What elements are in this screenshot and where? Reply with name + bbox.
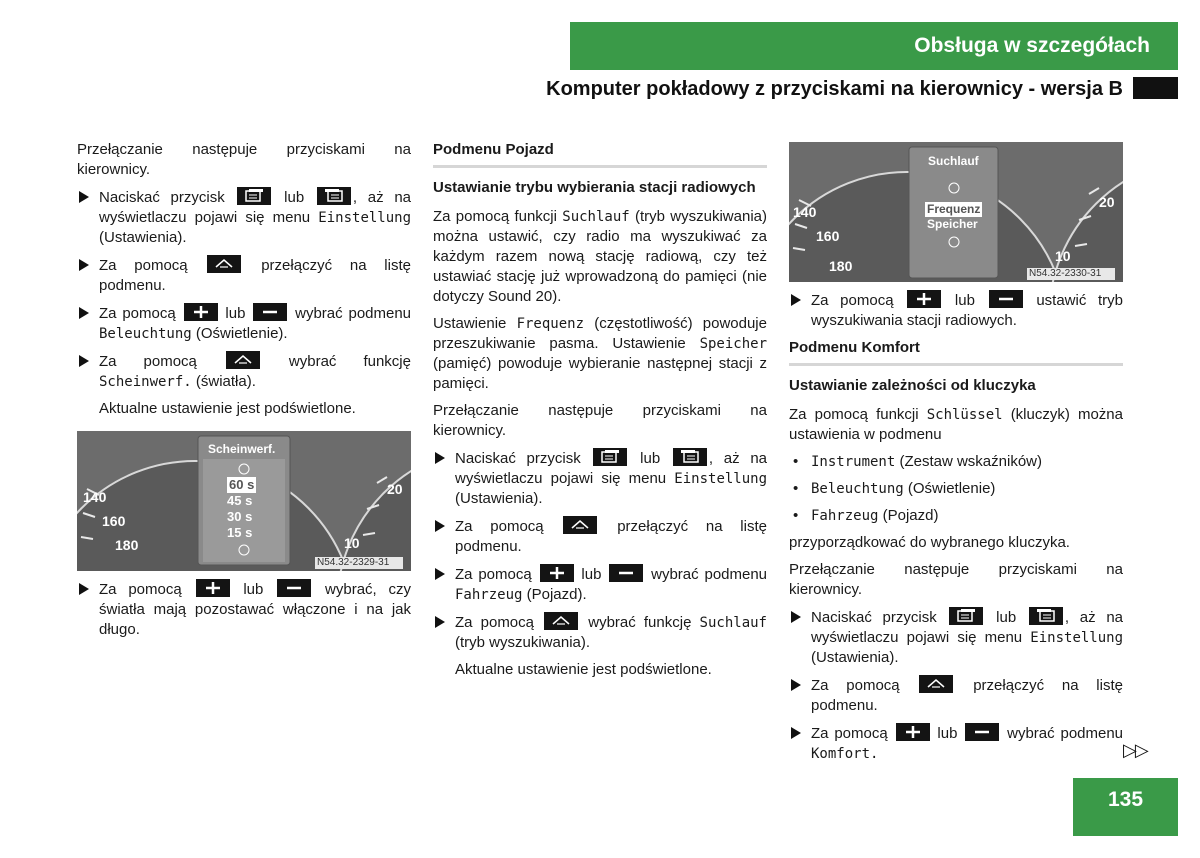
paragraph: Za pomocą funkcji Schlüssel (kluczyk) można ustawienia w podmenu xyxy=(789,406,1123,443)
page-number: 135 xyxy=(1107,788,1144,811)
step-arrow-icon xyxy=(791,611,801,623)
column-1 xyxy=(77,140,411,647)
step-2: Za pomocą przełączyć na listę podmenu. xyxy=(433,516,767,557)
step-1: Naciskać przycisk lub , aż na wyświetlaczu pojawi się menu Einstellung (Ustawienia). xyxy=(77,187,411,248)
plus-key-icon xyxy=(540,564,574,582)
back-key-icon xyxy=(544,612,578,630)
gauge-label: 10 xyxy=(1055,248,1071,264)
section-banner xyxy=(570,22,1178,70)
gauge-label: 160 xyxy=(816,228,840,244)
gauge-label: 140 xyxy=(793,204,817,220)
figure-menu-items: 60 s 45 s 30 s 15 s xyxy=(227,477,255,540)
step-arrow-icon xyxy=(79,259,89,271)
step-3: Za pomocą lub wybrać podmenu Beleuchtung (Oświetlenie). xyxy=(77,303,411,344)
paragraph: przyporządkować do wybranego kluczyka. xyxy=(789,534,1070,551)
figure-menu-title: Scheinwerf. xyxy=(208,442,276,456)
note-text: Aktualne ustawienie jest podświetlone. xyxy=(455,661,712,678)
gauge-label: 20 xyxy=(1099,194,1115,210)
plus-key-icon xyxy=(907,290,941,308)
gauge-label: 160 xyxy=(102,513,126,529)
step-arrow-icon xyxy=(435,568,445,580)
paragraph: Za pomocą funkcji Suchlauf (tryb wyszukiwania) można ustawić, czy radio ma wyszukiwać za każdym razem nową stację radiową, czy też ustawiać stację już wprowadzoną do pamięci (nie dotyczy Sound 20). xyxy=(433,208,767,305)
display-back-key-icon xyxy=(949,607,983,625)
step-arrow-icon xyxy=(791,294,801,306)
minus-key-icon xyxy=(277,579,311,597)
gauge-label: 10 xyxy=(344,535,360,551)
intro-text: Przełączanie następuje przyciskami na kierownicy. xyxy=(77,141,411,178)
submenu-heading: Podmenu Komfort xyxy=(789,338,1123,366)
section-title: Obsługa w szczegółach xyxy=(914,34,1150,57)
step-4: Za pomocą wybrać funkcję Suchlauf (tryb wyszukiwania). xyxy=(433,612,767,653)
instrument-display-figure xyxy=(789,142,1123,282)
step-1: Naciskać przycisk lub , aż na wyświetlaczu pojawi się menu Einstellung (Ustawienia). xyxy=(433,448,767,509)
minus-key-icon xyxy=(965,723,999,741)
submenu-heading: Podmenu Pojazd xyxy=(433,140,767,168)
list-item: • Beleuchtung (Oświetlenie) xyxy=(793,480,996,497)
step-arrow-icon xyxy=(435,616,445,628)
continue-arrows-icon: ▷▷ xyxy=(1123,740,1147,760)
display-forward-key-icon xyxy=(673,448,707,466)
section-heading: Ustawianie zależności od kluczyka xyxy=(789,377,1036,394)
step-arrow-icon xyxy=(79,583,89,595)
paragraph: Ustawienie Frequenz (częstotliwość) powoduje przeszukiwanie pasma. Ustawienie Speicher (pamięć) powoduje wybieranie następnej stacji z pamięci. xyxy=(433,315,768,392)
list-item: • Instrument (Zestaw wskaźników) xyxy=(793,453,1042,470)
step-4: Za pomocą lub wybrać podmenu Komfort. xyxy=(789,723,1123,764)
plus-key-icon xyxy=(896,723,930,741)
column-2 xyxy=(433,140,767,687)
step-3: Za pomocą przełączyć na listę podmenu. xyxy=(789,675,1123,716)
display-forward-key-icon xyxy=(317,187,351,205)
minus-key-icon xyxy=(253,303,287,321)
step-arrow-icon xyxy=(791,679,801,691)
back-key-icon xyxy=(919,675,953,693)
display-back-key-icon xyxy=(237,187,271,205)
page-number-box xyxy=(1073,778,1178,836)
back-key-icon xyxy=(226,351,260,369)
plus-key-icon xyxy=(184,303,218,321)
step-arrow-icon xyxy=(791,727,801,739)
section-heading: Ustawianie trybu wybierania stacji radiowych xyxy=(433,179,756,196)
step-5: Za pomocą lub wybrać, czy światła mają pozostawać włączone i na jak długo. xyxy=(77,579,411,640)
subtitle-marker xyxy=(1133,77,1178,99)
gauge-label: 20 xyxy=(387,481,403,497)
back-key-icon xyxy=(563,516,597,534)
plus-key-icon xyxy=(196,579,230,597)
step-arrow-icon xyxy=(435,452,445,464)
note-text: Aktualne ustawienie jest podświetlone. xyxy=(99,400,356,417)
back-key-icon xyxy=(207,255,241,273)
step-arrow-icon xyxy=(79,191,89,203)
step-4: Za pomocą wybrać funkcję Scheinwerf. (światła). xyxy=(77,351,411,392)
instrument-display-figure xyxy=(77,431,411,571)
minus-key-icon xyxy=(609,564,643,582)
step-arrow-icon xyxy=(435,520,445,532)
column-3 xyxy=(789,142,1123,771)
figure-menu-title: Suchlauf xyxy=(928,154,979,168)
minus-key-icon xyxy=(989,290,1023,308)
figure-menu-items: Frequenz Speicher xyxy=(927,202,981,231)
paragraph: Przełączanie następuje przyciskami na kierownicy. xyxy=(433,402,767,439)
gauge-label: 180 xyxy=(829,258,853,274)
figure-code: N54.32-2329-31 xyxy=(315,557,403,569)
step-arrow-icon xyxy=(79,355,89,367)
step-arrow-icon xyxy=(79,307,89,319)
figure-code: N54.32-2330-31 xyxy=(1027,268,1115,280)
gauge-label: 180 xyxy=(115,537,139,553)
gauge-label: 140 xyxy=(83,489,107,505)
step-1: Za pomocą lub ustawić tryb wyszukiwania stacji radiowych. xyxy=(789,290,1123,331)
step-2: Za pomocą przełączyć na listę podmenu. xyxy=(77,255,411,296)
list-item: • Fahrzeug (Pojazd) xyxy=(793,507,939,524)
step-3: Za pomocą lub wybrać podmenu Fahrzeug (Pojazd). xyxy=(433,564,767,605)
display-forward-key-icon xyxy=(1029,607,1063,625)
page-subtitle: Komputer pokładowy z przyciskami na kierownicy - wersja B xyxy=(546,78,1123,100)
paragraph: Przełączanie następuje przyciskami na kierownicy. xyxy=(789,561,1123,598)
step-2: Naciskać przycisk lub , aż na wyświetlaczu pojawi się menu Einstellung (Ustawienia). xyxy=(789,607,1123,668)
display-back-key-icon xyxy=(593,448,627,466)
